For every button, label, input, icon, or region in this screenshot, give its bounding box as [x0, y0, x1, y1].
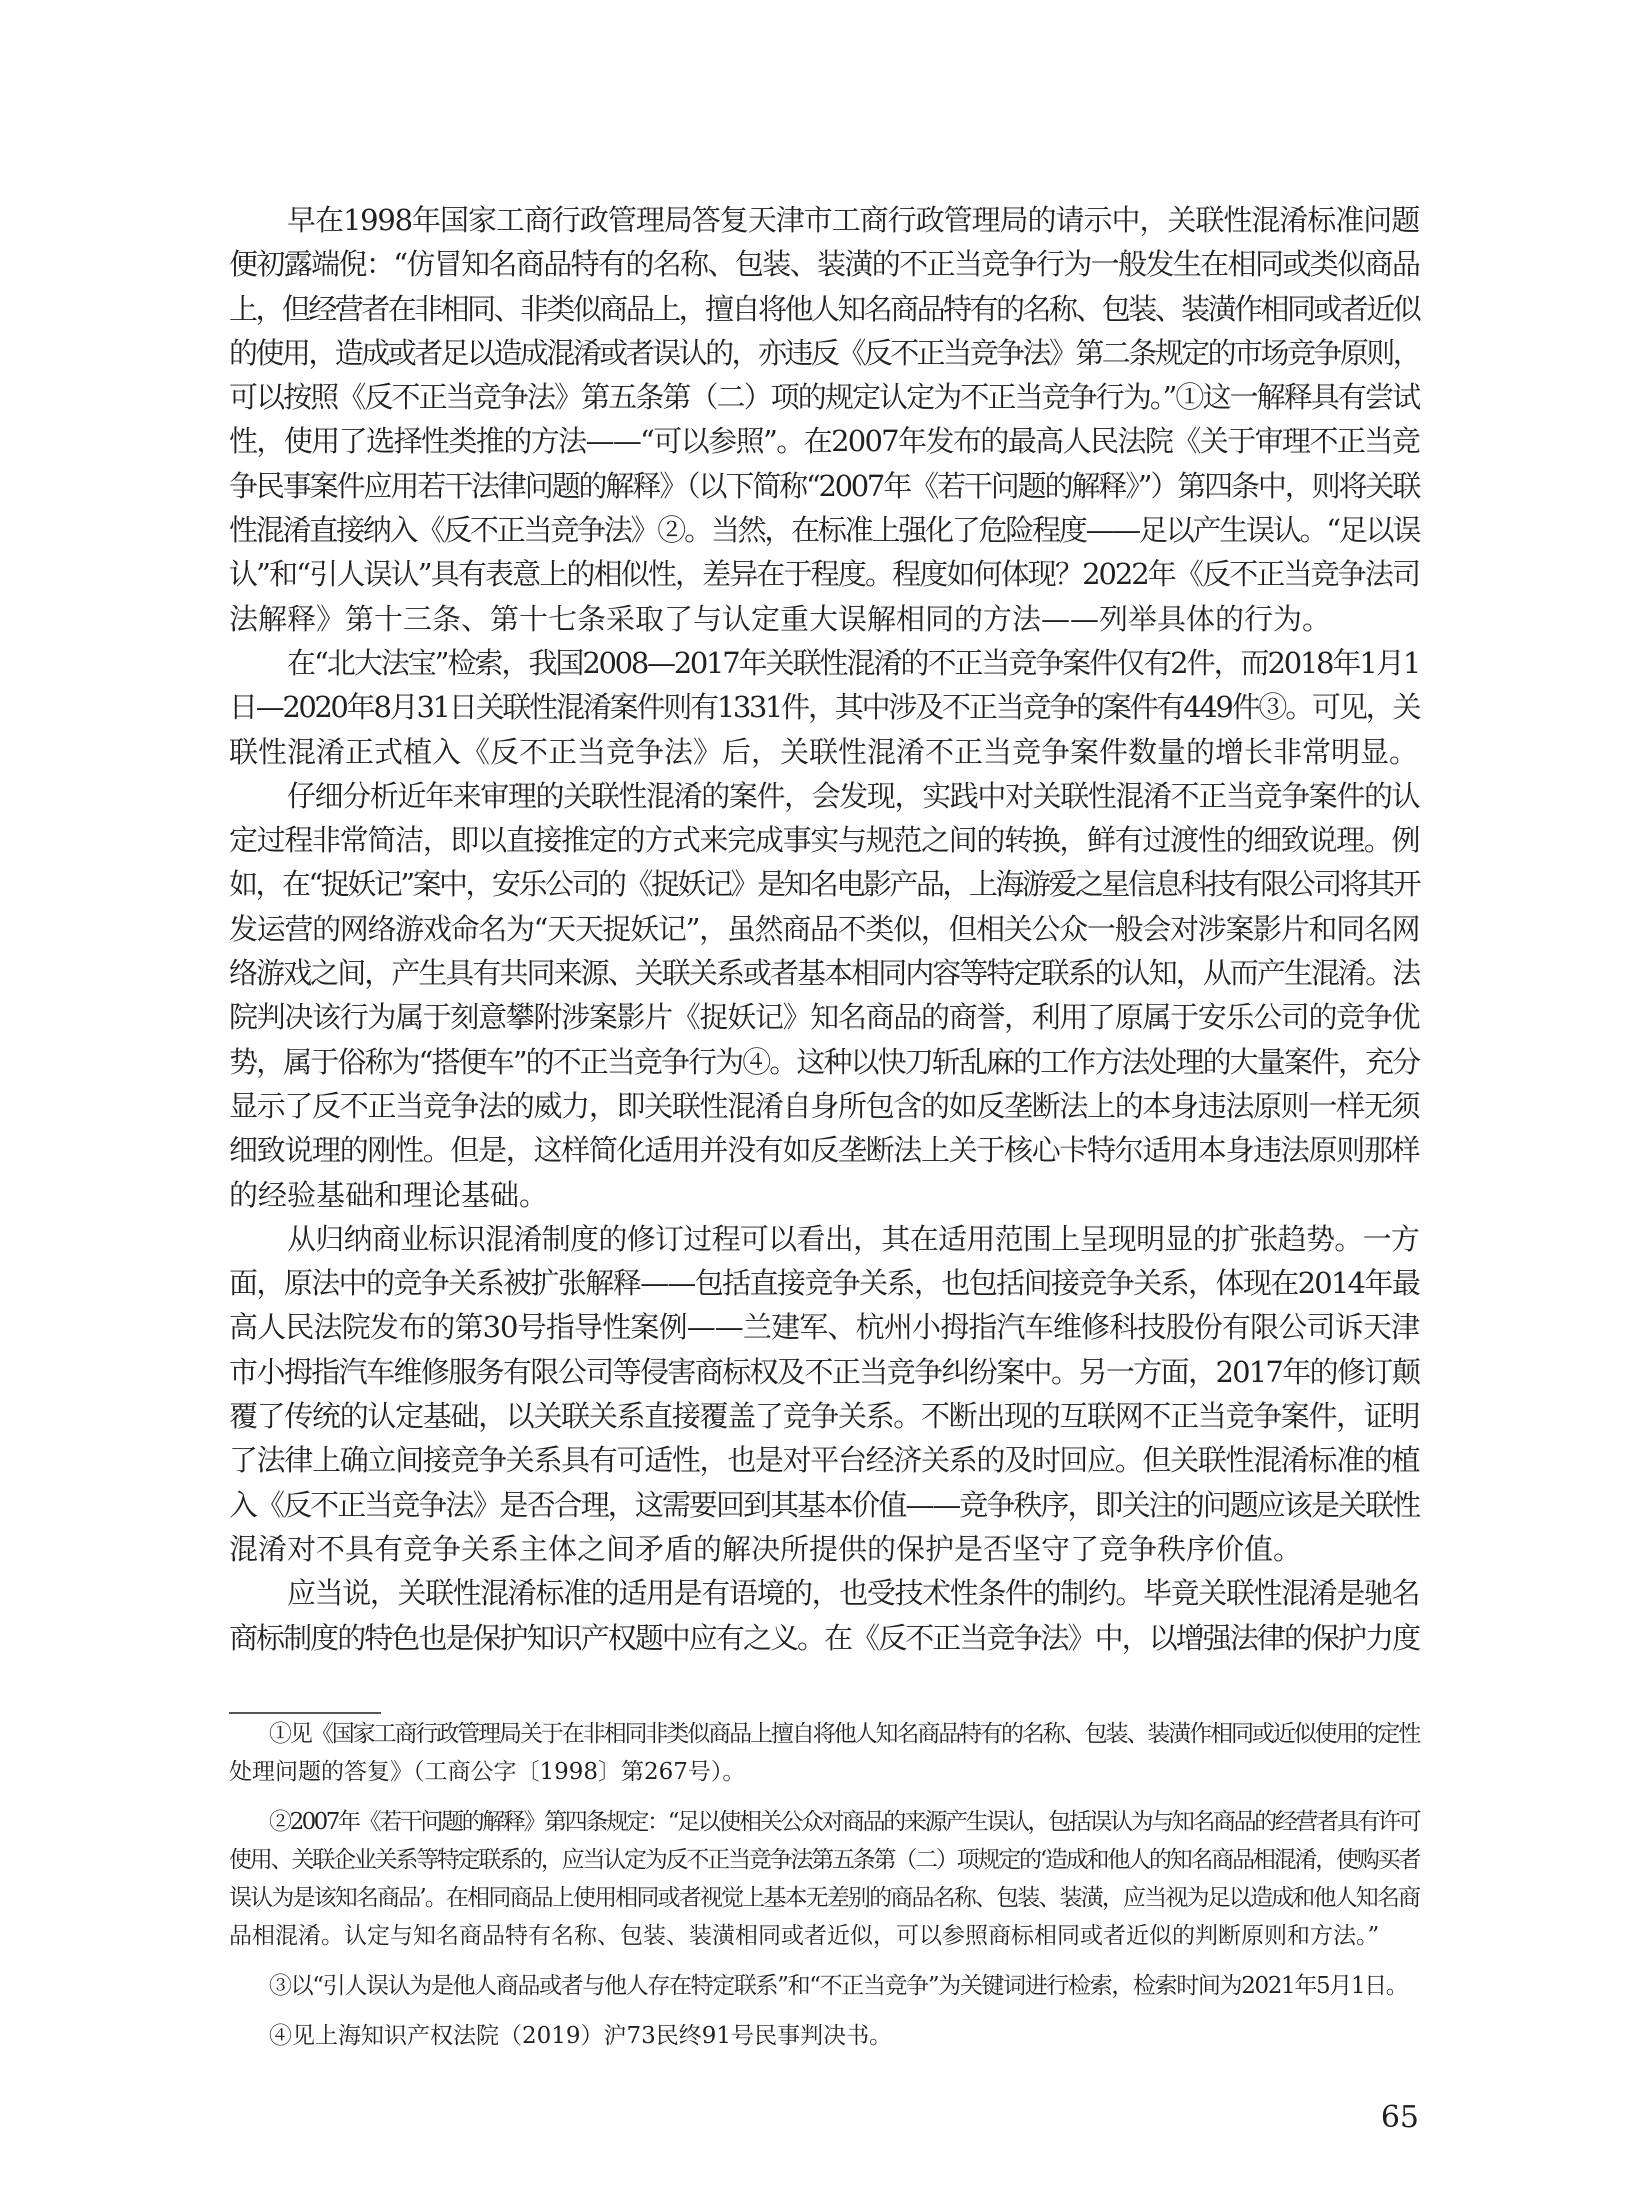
text-line: 如，在“捉妖记”案中，安乐公司的《捉妖记》是知名电影产品，上海游爱之星信息科技有限公司将其开	[229, 867, 1419, 902]
text-line: 混淆对不具有竞争关系主体之间矛盾的解决所提供的保护是否坚守了竞争秩序价值。	[229, 1531, 1303, 1566]
paragraph	[229, 1571, 1419, 1660]
text-line: 覆了传统的认定基础，以关联关系直接覆盖了竞争关系。不断出现的互联网不正当竞争案件，证明	[229, 1399, 1419, 1434]
text-line: 显示了反不正当竞争法的威力，即关联性混淆自身所包含的如反垄断法上的本身违法原则一样无须	[229, 1088, 1419, 1123]
text-line: 应当说，关联性混淆标准的适用是有语境的，也受技术性条件的制约。毕竟关联性混淆是驰名	[287, 1576, 1419, 1611]
text-line: 势，属于俗称为“搭便车”的不正当竞争行为④。这种以快刀斩乱麻的工作方法处理的大量案件，充分	[229, 1044, 1419, 1079]
text-line: 认”和“引人误认”具有表意上的相似性，差异在于程度。程度如何体现？2022年《反不正当竞争法司	[229, 557, 1419, 592]
footnote	[229, 1967, 1419, 2005]
footnote-divider	[229, 1712, 381, 1714]
text-line: 入《反不正当竞争法》是否合理，这需要回到其基本价值——竞争秩序，即关注的问题应该是关联性	[229, 1487, 1419, 1522]
text-line: 细致说理的刚性。但是，这样简化适用并没有如反垄断法上关于核心卡特尔适用本身违法原则那样	[229, 1133, 1419, 1168]
text-line: 了法律上确立间接竞争关系具有可适性，也是对平台经济关系的及时回应。但关联性混淆标准的植	[229, 1443, 1419, 1478]
footnote-line: ①见《国家工商行政管理局关于在非相同非类似商品上擅自将他人知名商品特有的名称、包装、装潢作相同或近似使用的定性	[269, 1721, 1419, 1747]
text-line: 仔细分析近年来审理的关联性混淆的案件，会发现，实践中对关联性混淆不正当竞争案件的认	[287, 778, 1419, 813]
text-line: 性混淆直接纳入《反不正当竞争法》②。当然，在标准上强化了危险程度——足以产生误认。“足以误	[229, 513, 1419, 548]
text-line: 的经验基础和理论基础。	[229, 1177, 549, 1212]
text-line: 络游戏之间，产生具有共同来源、关联关系或者基本相同内容等特定联系的认知，从而产生混淆。法	[229, 956, 1419, 991]
body-text	[229, 198, 1419, 1660]
text-line: 面，原法中的竞争关系被扩张解释——包括直接竞争关系，也包括间接竞争关系，体现在2014年最	[229, 1266, 1419, 1301]
text-line: 争民事案件应用若干法律问题的解释》（以下简称“2007年《若干问题的解释》”）第四条中，则将关联	[229, 468, 1419, 503]
footnote-line: 使用、关联企业关系等特定联系的，应当认定为反不正当竞争法第五条第（二）项规定的‘造成和他人的知名商品相混淆，使购买者	[229, 1847, 1419, 1873]
text-line: 联性混淆正式植入《反不正当竞争法》后，关联性混淆不正当竞争案件数量的增长非常明显。	[229, 734, 1419, 769]
footnote	[229, 2017, 1419, 2055]
footnote-line: 误认为是该知名商品’。在相同商品上使用相同或者视觉上基本无差别的商品名称、包装、装潢，应当视为足以造成和他人知名商	[229, 1885, 1419, 1911]
text-line: 商标制度的特色也是保护知识产权题中应有之义。在《反不正当竞争法》中，以增强法律的保护力度	[229, 1620, 1419, 1655]
footnote-line: 处理问题的答复》（工商公字〔1998〕第267号）。	[229, 1759, 746, 1785]
text-line: 从归纳商业标识混淆制度的修订过程可以看出，其在适用范围上呈现明显的扩张趋势。一方	[287, 1221, 1419, 1256]
paragraph	[229, 774, 1419, 1217]
footnote-line: ③以“引人误认为是他人商品或者与他人存在特定联系”和“不正当竞争”为关键词进行检索，检索时间为2021年5月1日。	[269, 1973, 1408, 1999]
text-line: 高人民法院发布的第30号指导性案例——兰建军、杭州小拇指汽车维修科技股份有限公司诉天津	[229, 1310, 1419, 1345]
paragraph	[229, 198, 1419, 641]
footnote-line: 品相混淆。认定与知名商品特有名称、包装、装潢相同或者近似，可以参照商标相同或者近似的判断原则和方法。”	[229, 1923, 1380, 1949]
text-line: 在“北大法宝”检索，我国2008—2017年关联性混淆的不正当竞争案件仅有2件，而2018年1月1	[287, 645, 1419, 680]
text-line: 性，使用了选择性类推的方法——“可以参照”。在2007年发布的最高人民法院《关于审理不正当竞	[229, 424, 1419, 459]
footnote	[229, 1715, 1419, 1791]
text-line: 发运营的网络游戏命名为“天天捉妖记”，虽然商品不类似，但相关公众一般会对涉案影片和同名网	[229, 911, 1419, 946]
text-line: 早在1998年国家工商行政管理局答复天津市工商行政管理局的请示中，关联性混淆标准问题	[287, 203, 1419, 237]
text-line: 的使用，造成或者足以造成混淆或者误认的，亦违反《反不正当竞争法》第二条规定的市场竞争原则，	[229, 335, 1419, 370]
text-line: 法解释》第十三条、第十七条采取了与认定重大误解相同的方法——列举具体的行为。	[229, 601, 1332, 636]
text-line: 市小拇指汽车维修服务有限公司等侵害商标权及不正当竞争纠纷案中。另一方面，2017年的修订颠	[229, 1354, 1419, 1389]
paragraph	[229, 1217, 1419, 1571]
text-line: 便初露端倪：“仿冒知名商品特有的名称、包装、装潢的不正当竞争行为一般发生在相同或类似商品	[229, 247, 1419, 282]
text-line: 日—2020年8月31日关联性混淆案件则有1331件，其中涉及不正当竞争的案件有449件③。可见，关	[229, 690, 1419, 725]
paragraph	[229, 641, 1419, 774]
footnote-line: ④见上海知识产权法院（2019）沪73民终91号民事判决书。	[269, 2023, 893, 2049]
page-number: 65	[1380, 2100, 1419, 2135]
text-line: 定过程非常简洁，即以直接推定的方式来完成事实与规范之间的转换，鲜有过渡性的细致说理。例	[229, 823, 1419, 858]
footnote	[229, 1803, 1419, 1955]
text-line: 上，但经营者在非相同、非类似商品上，擅自将他人知名商品特有的名称、包装、装潢作相同或者近似	[229, 291, 1419, 326]
footnotes	[229, 1715, 1419, 2067]
text-line: 可以按照《反不正当竞争法》第五条第（二）项的规定认定为不正当竞争行为。”①这一解释具有尝试	[229, 380, 1419, 415]
footnote-line: ②2007年《若干问题的解释》第四条规定：“足以使相关公众对商品的来源产生误认，包括误认为与知名商品的经营者具有许可	[269, 1809, 1419, 1835]
text-line: 院判决该行为属于刻意攀附涉案影片《捉妖记》知名商品的商誉，利用了原属于安乐公司的竞争优	[229, 1000, 1419, 1035]
